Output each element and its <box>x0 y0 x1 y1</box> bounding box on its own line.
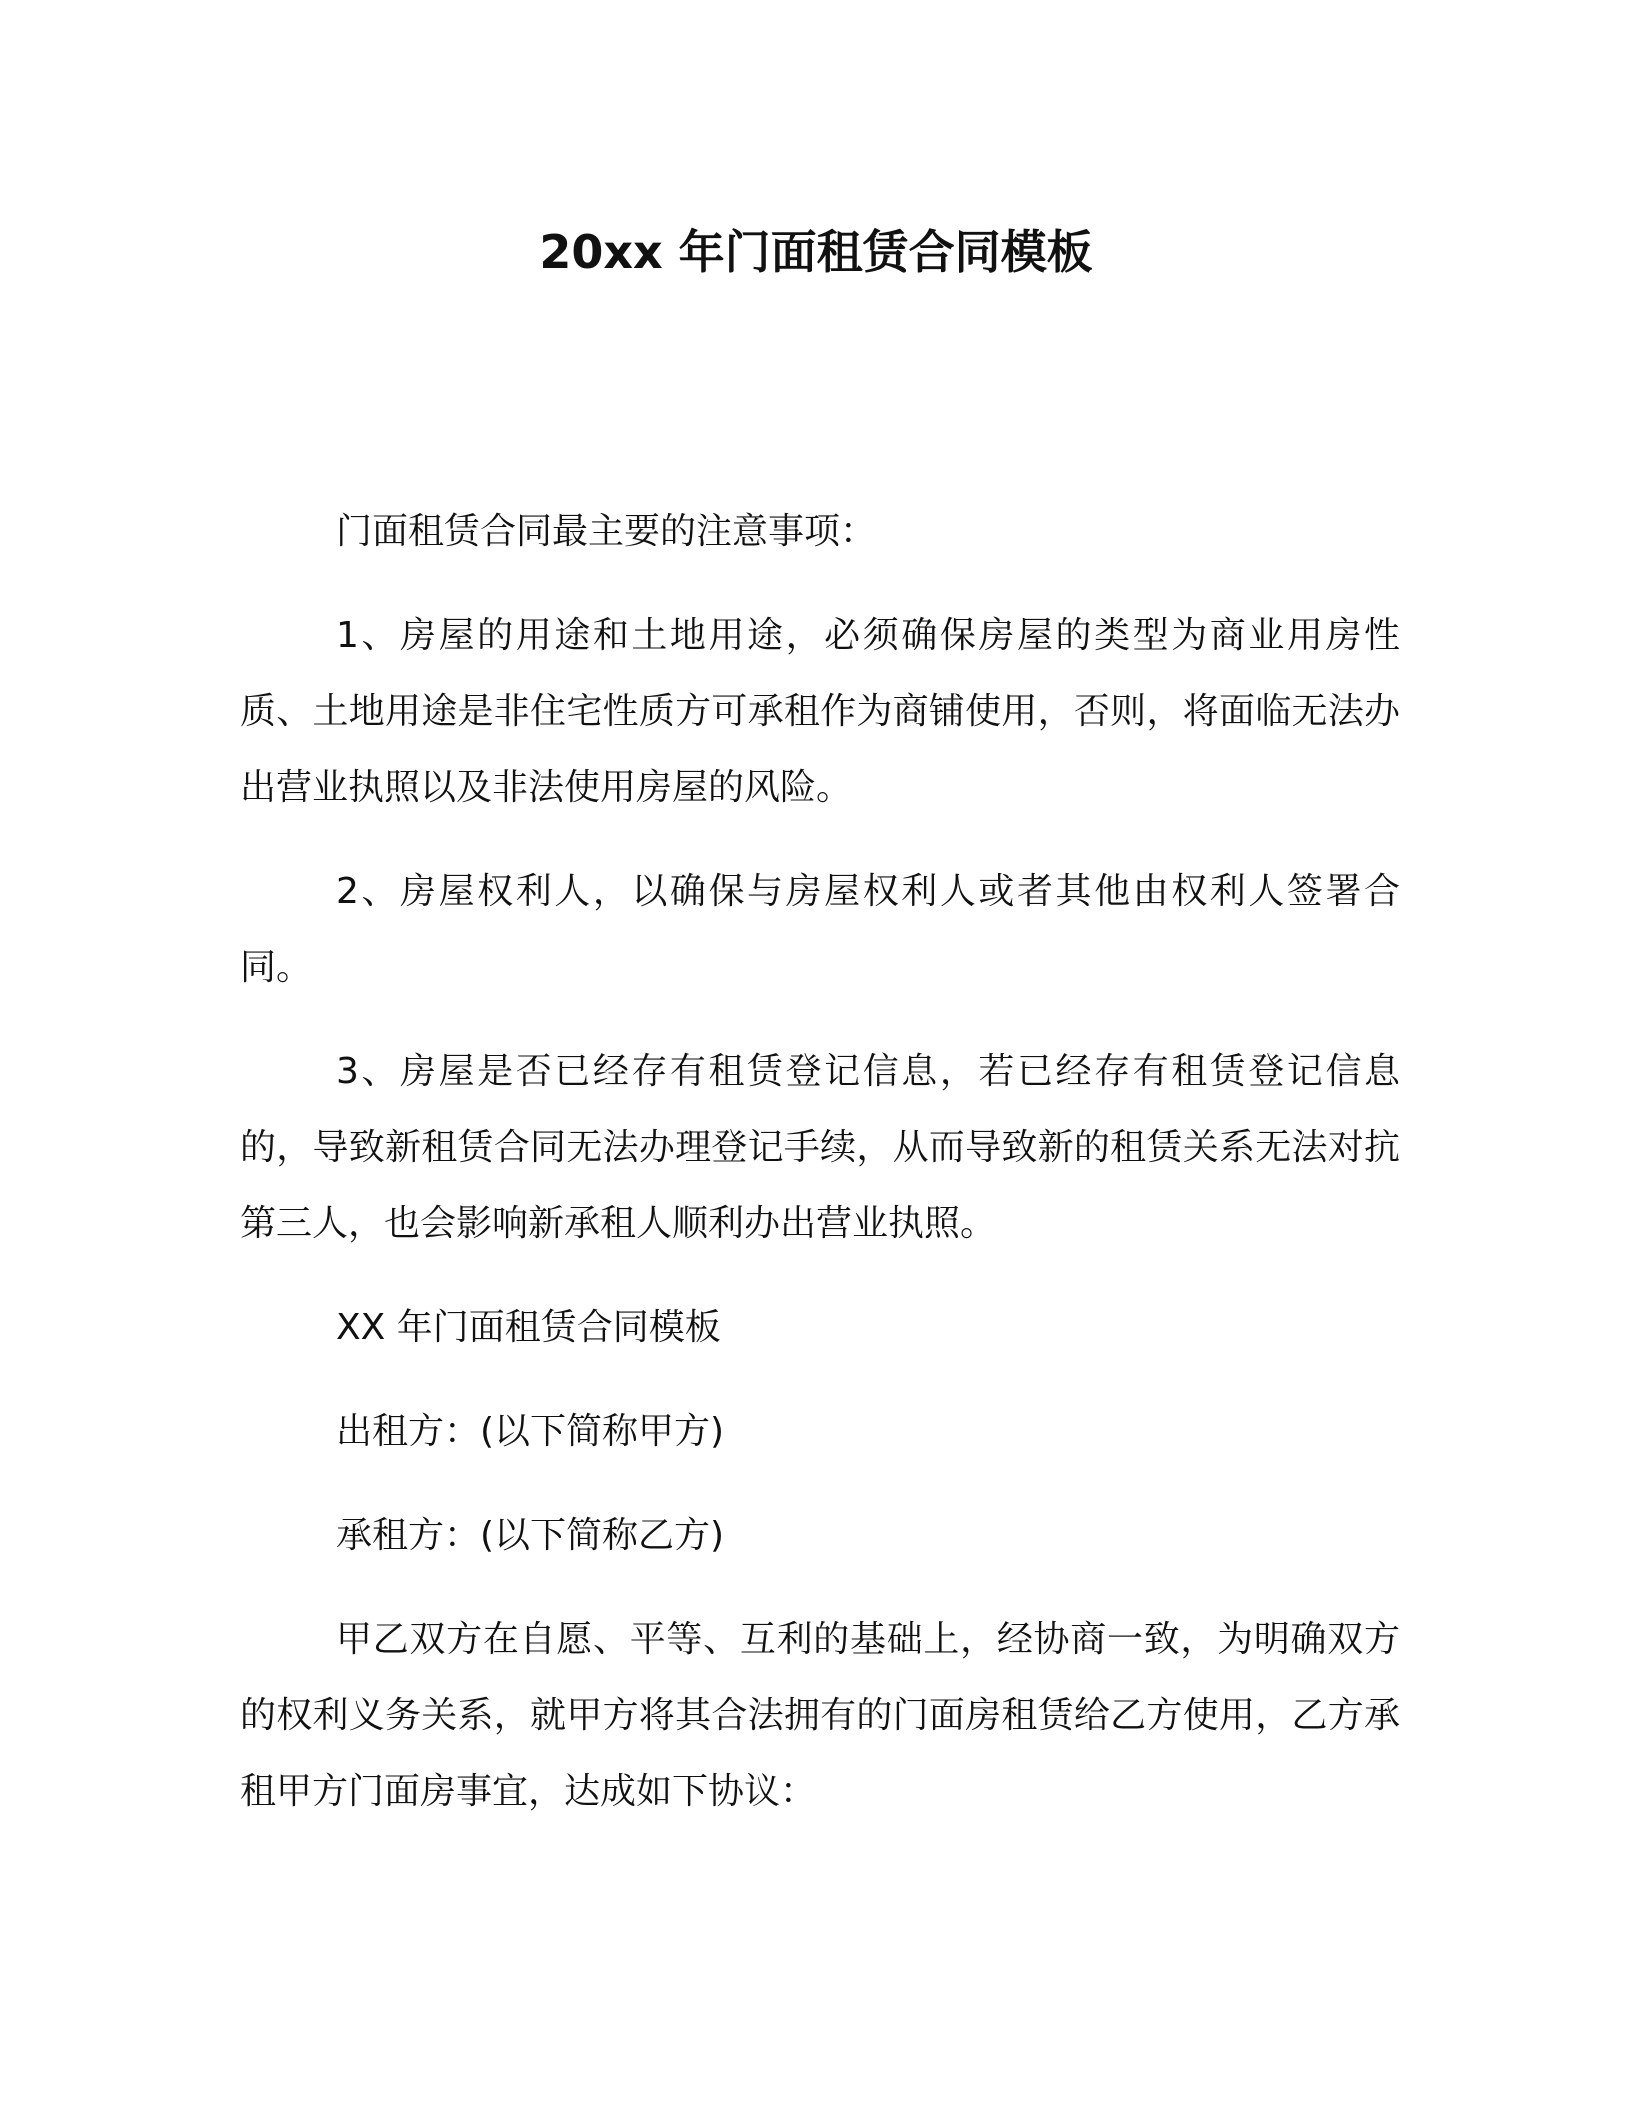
paragraph-item-3: 3、房屋是否已经存有租赁登记信息，若已经存有租赁登记信息的，导致新租赁合同无法办理登记手续，从而导致新的租赁关系无法对抗第三人，也会影响新承租人顺利办出营业执照。 <box>240 1051 1400 1244</box>
paragraph-notice-heading: 门面租赁合同最主要的注意事项： <box>336 511 877 552</box>
document-title: 20xx 年门面租赁合同模板 <box>539 225 1093 279</box>
document-body <box>240 494 1400 1858</box>
paragraph-template-heading: XX 年门面租赁合同模板 <box>336 1307 721 1348</box>
paragraph-agreement-intro: 甲乙双方在自愿、平等、互利的基础上，经协商一致，为明确双方的权利义务关系，就甲方将其合法拥有的门面房租赁给乙方使用，乙方承租甲方门面房事宜，达成如下协议： <box>240 1619 1400 1812</box>
paragraph-item-2: 2、房屋权利人，以确保与房屋权利人或者其他由权利人签署合同。 <box>240 871 1400 988</box>
paragraph-lessor: 出租方：(以下简称甲方) <box>336 1411 725 1452</box>
paragraph-lessee: 承租方：(以下简称乙方) <box>336 1515 725 1556</box>
paragraph-item-1: 1、房屋的用途和土地用途，必须确保房屋的类型为商业用房性质、土地用途是非住宅性质方可承租作为商铺使用，否则，将面临无法办出营业执照以及非法使用房屋的风险。 <box>240 615 1400 808</box>
